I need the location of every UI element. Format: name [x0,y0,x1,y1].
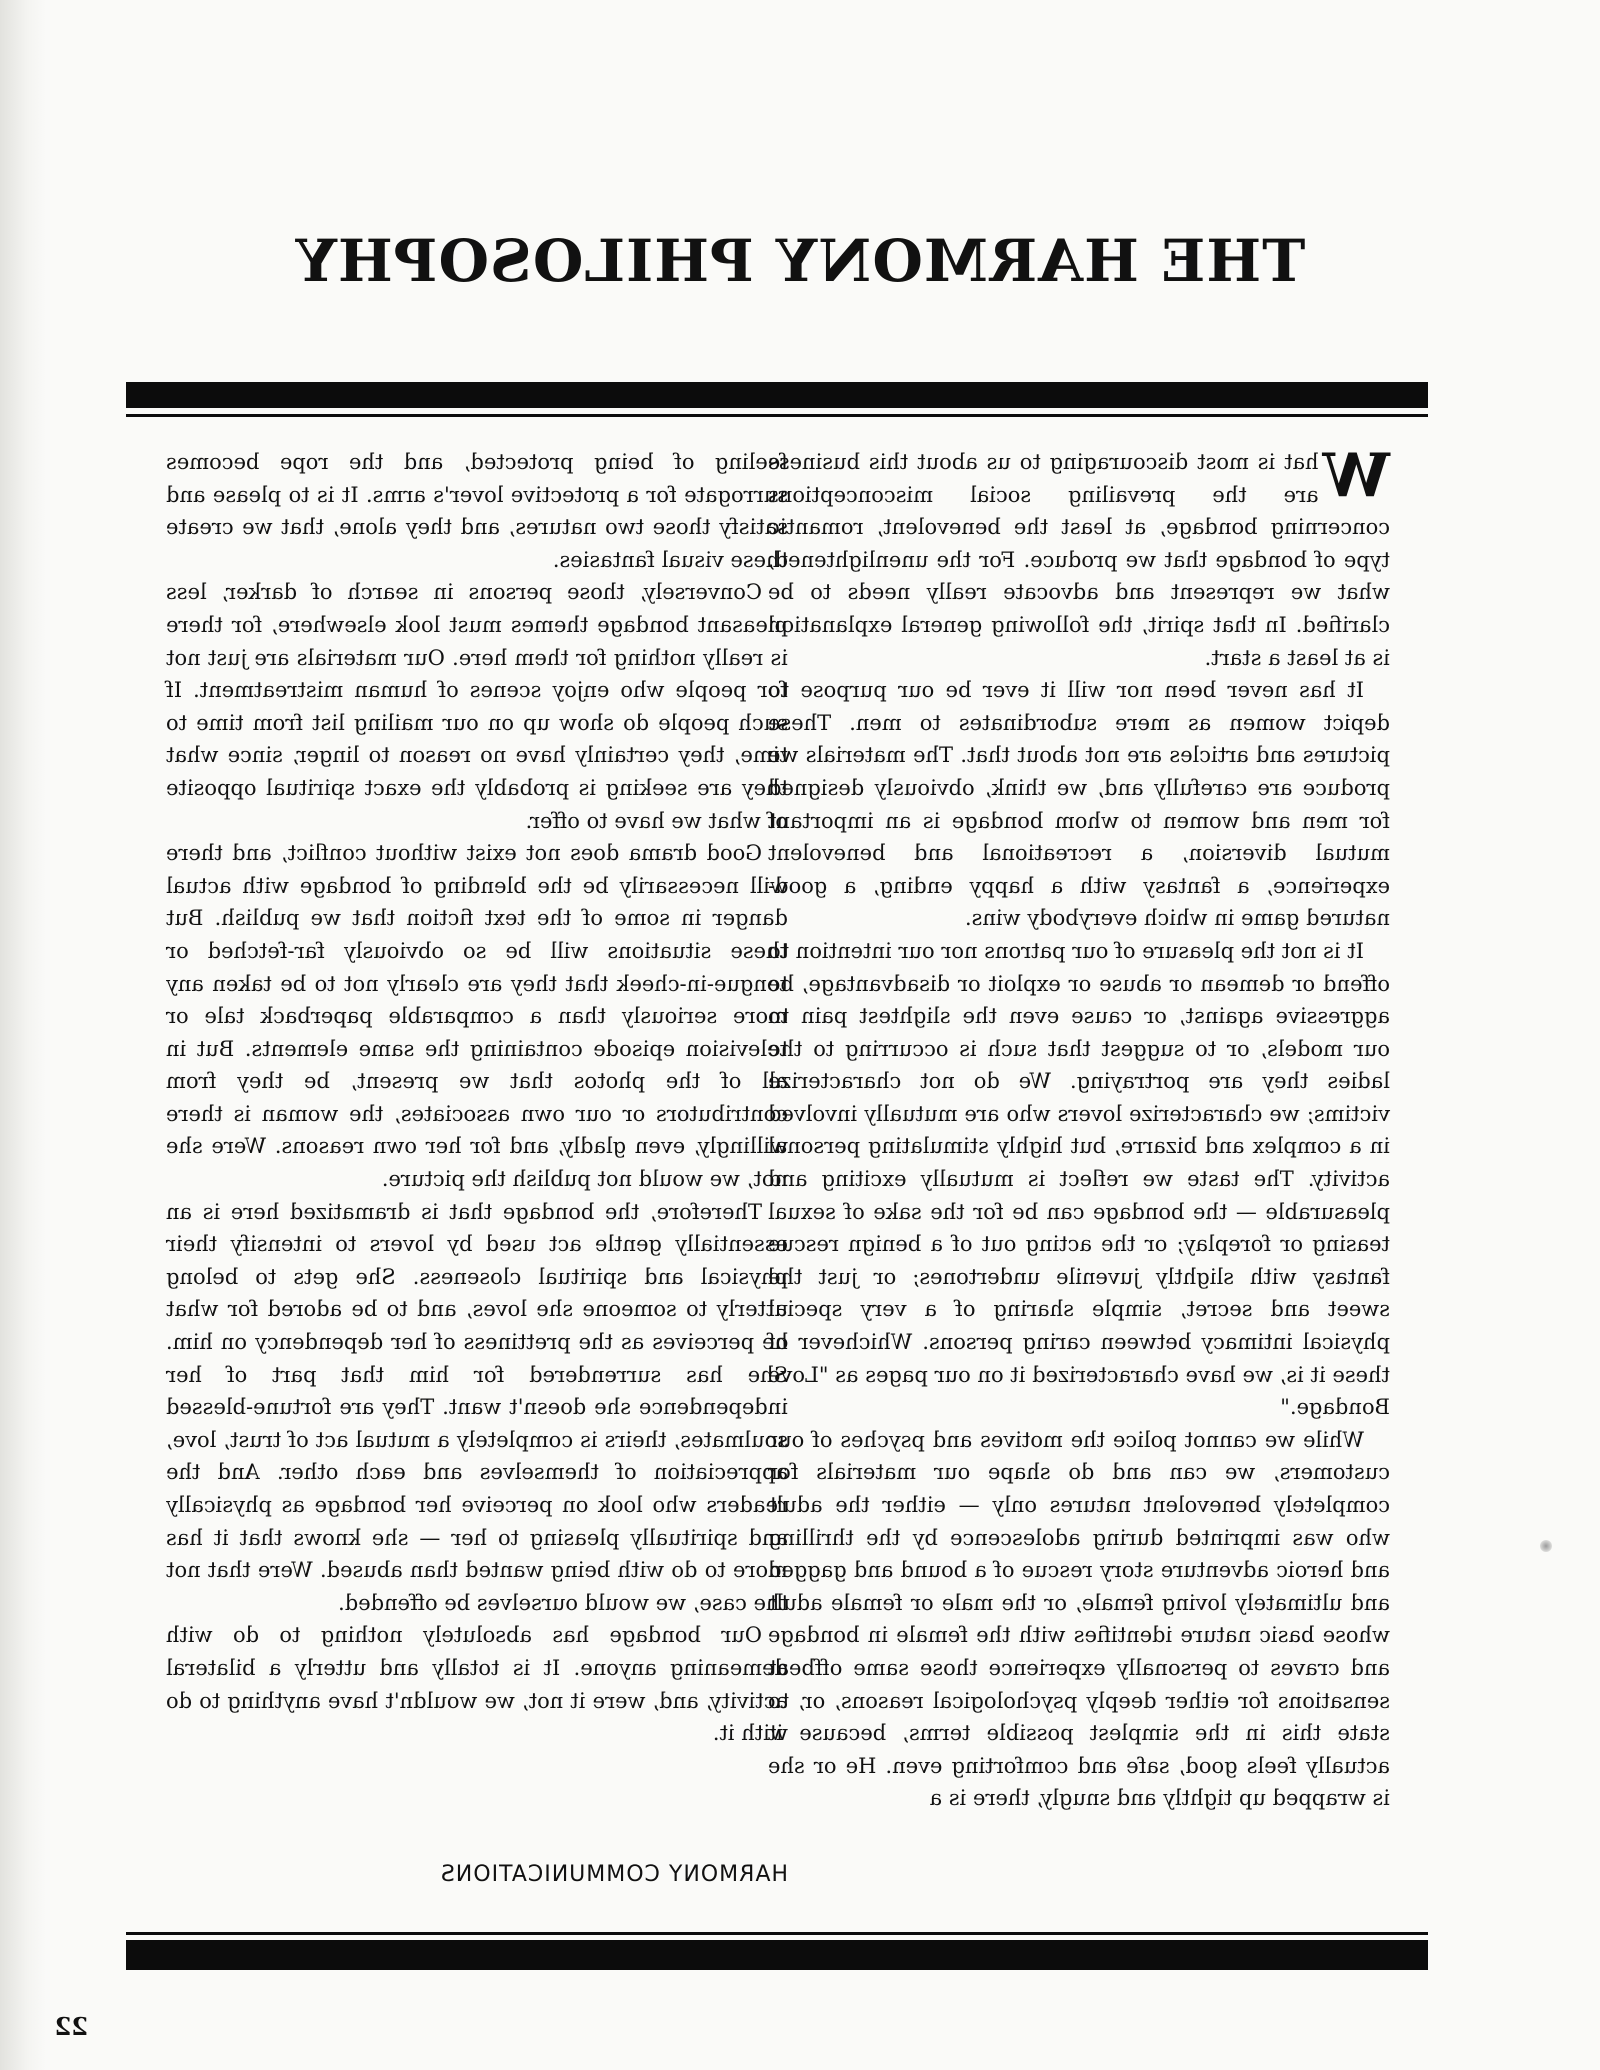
right-column [166,446,788,1750]
paragraph-9: Our bondage has absolutely nothing to do with demeaning anyone. It is totally and utterly a bilateral activity, and, were it not, we wouldn't have anything to do with it. [166,1623,788,1746]
bottom-rule-thin [126,1932,1428,1935]
page-binding-edge [0,0,46,2070]
top-rule-thin [126,414,1428,417]
paragraph-7: Good drama does not exist without conflict, and there will necessarily be the blending of bondage with actual danger in some of the text fiction that we publish. But these situations will be so obviously far-fetched or tongue-in-cheek that they are clearly not to be taken any more seriously than a comparable paperback tale or television episode containing the same elements. But in all of the photos that we present, be they from contributors or our own associates, the woman is there willingly, even gladly, and for her own reasons. Were she not, we would not publish the picture. [166,841,788,1192]
paragraph-8: Therefore, the bondage that is dramatized here is an essentially gentle act used by lovers to intensify their physical and spiritual closeness. She gets to belong utterly to someone she loves, and to be adored for what he perceives as the prettiness of her dependency on him. She has surrendered for him that part of her independence she doesn't want. They are fortune-blessed soulmates, theirs is completely a mutual act of trust, love, appreciation of themselves and each other. And the readers who look on perceive her bondage as physically and spiritually pleasing to her — she knows that it has more to do with being wanted than abused. Were that not the case, we would ourselves be offended. [166,1199,788,1615]
bottom-rule [126,1940,1428,1970]
publisher-signature: HARMONY COMMUNICATIONS [439,1862,788,1887]
paragraph-6: Conversely, those persons in search of darker, less pleasant bondage themes must look elsewhere, for there is really nothing for them here. Our materials are just not for people who enjoy scenes of human mistreatment. If such people do show up on our mailing list from time to time, they certainly have no reason to linger, since what they are seeking is probably the exact spiritual opposite of what we have to offer. [166,580,788,833]
left-column [768,441,1390,1815]
paragraph-3: It is not the pleasure of our patrons nor our intention to offend or demean or abuse or exploit or disadvantage, be aggressive against, or cause even the slightest pain to our models, or to suggest that such is occurring to the ladies they are portraying. We do not characterize victims; we characterize lovers who are mutually involved in a complex and bizarre, but highly stimulating personal activity. The taste we reflect is mutually exciting and pleasurable — the bondage can be for the sake of sexual teasing or foreplay; or the acting out of a benign rescue fantasy with slightly juvenile undertones; or just the sweet and secret, simple sharing of a very special physical intimacy between caring persons. Whichever of these it is, we have characterized it on our pages as "Love Bondage." [768,938,1390,1420]
top-rule [126,382,1428,408]
page-number: 22 [54,2012,88,2041]
paragraph-5: feeling of being protected, and the rope becomes surrogate for a protective lover's arms. It is to please and satisfy those two natures, and they alone, that we create these visual fantasies. [166,450,788,572]
paragraph-1 [768,441,1390,674]
paragraph-4: While we cannot police the motives and psyches of our customers, we can and do shape our materials for completely benevolent natures only — either the adult who was imprinted during adolescence by the thrilling and heroic adventure story rescue of a bound and gagged and ultimately loving female, or the male or female adult whose basic nature identifies with the female in bondage and craves to personally experience those same offbeat sensations for either deeply psychological reasons, or, to state this in the simplest possible terms, because it actually feels good, safe and comforting even. He or she is wrapped up tightly and snugly, there is a [768,1427,1390,1811]
paragraph-2: It has never been nor will it ever be our purpose to depict women as mere subordinates to men. These pictures and articles are not about that. The materials we produce are carefully and, we think, obviously designed for men and women to whom bondage is an important mutual diversion, a recreational and benevolent experience, a fantasy with a happy ending, a good-natured game in which everybody wins. [768,678,1390,931]
scan-speck [1540,1540,1552,1552]
page-title: THE HARMONY PHILOSOPHY [294,227,1306,295]
drop-cap: W [1322,441,1390,511]
paragraph-text: hat is most discouraging to us about this business are the prevailing social misconceptions concerning bondage, at least the benevolent, romantic type of bondage that we produce. For the unenlightened, what we represent and advocate really needs to be clarified. In that spirit, the following general explanation is at least a start. [768,450,1390,670]
